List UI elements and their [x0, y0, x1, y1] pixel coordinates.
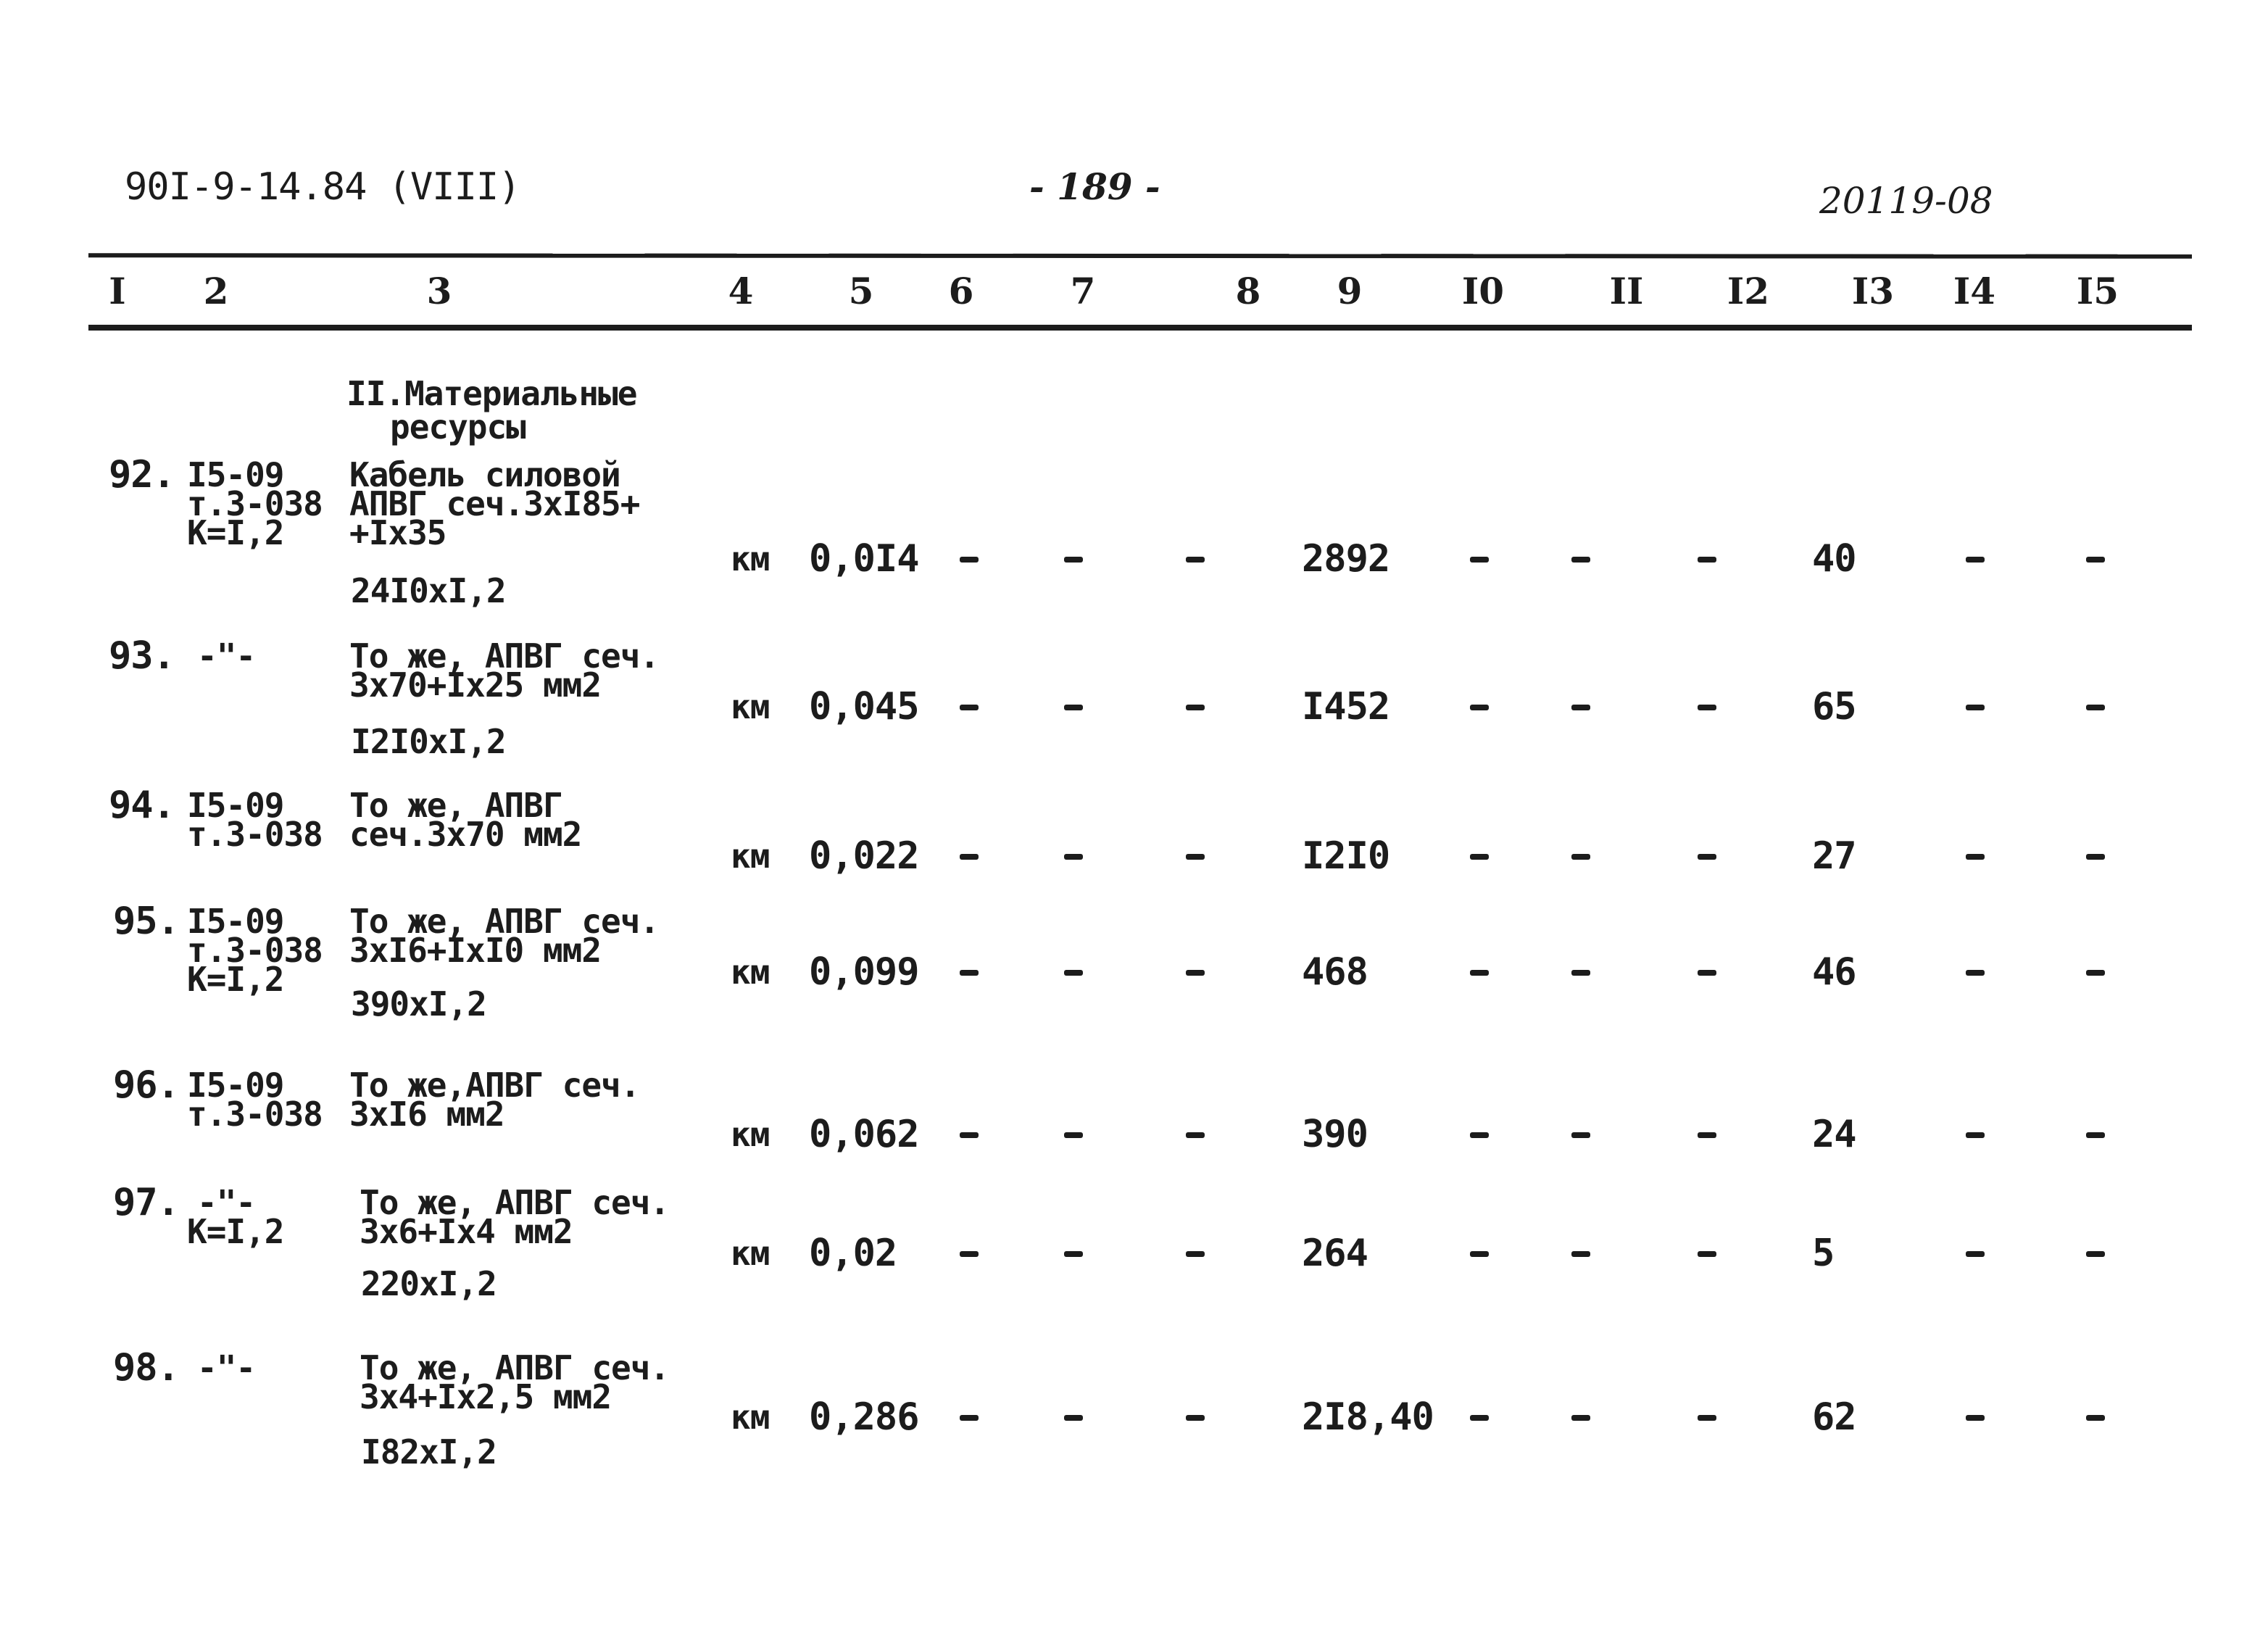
cell-c13: 40	[1812, 537, 1856, 581]
cell-c11-dash	[1571, 1132, 1590, 1138]
cell-c12-dash	[1698, 854, 1716, 860]
row-code-line: т.3-038	[187, 484, 323, 523]
column-header-7: 7	[1070, 270, 1096, 312]
cell-c6-dash	[960, 557, 979, 563]
cell-c15-dash	[2086, 854, 2105, 860]
cell-c6-dash	[960, 705, 979, 710]
column-header-4: 4	[728, 270, 754, 312]
document-code: 90I-9-14.84 (VIII)	[125, 165, 520, 209]
section-title-line-2: ресурсы	[390, 407, 526, 447]
row-description-line: АПВГ сеч.3хI85+	[349, 484, 640, 523]
cell-c13: 65	[1812, 685, 1856, 729]
column-header-13: I3	[1851, 270, 1895, 312]
row-number: 95.	[113, 900, 179, 943]
column-header-3: 3	[426, 270, 452, 312]
row-description-line: То же,АПВГ сеч.	[349, 1066, 640, 1105]
cell-c14-dash	[1966, 1132, 1985, 1138]
cell-c7-dash	[1064, 1251, 1083, 1257]
cell-c14-dash	[1966, 1415, 1985, 1421]
cell-c15-dash	[2086, 1132, 2105, 1138]
cell-c14-dash	[1966, 557, 1985, 563]
row-description-line: 3хI6+IхI0 мм2	[349, 931, 602, 970]
cell-c14-dash	[1966, 854, 1985, 860]
row-description-line: Кабель силовой	[349, 455, 620, 494]
cell-c11-dash	[1571, 705, 1590, 710]
row-unit: км	[731, 687, 770, 726]
cell-c12-dash	[1698, 1132, 1716, 1138]
top-rule	[88, 253, 2192, 259]
cell-c13: 62	[1812, 1395, 1856, 1439]
row-number: 93.	[109, 634, 175, 678]
column-header-8: 8	[1235, 270, 1261, 312]
cell-c15-dash	[2086, 557, 2105, 563]
cell-c13: 27	[1812, 834, 1856, 878]
row-unit: км	[731, 952, 770, 992]
cell-c11-dash	[1571, 970, 1590, 976]
row-calculation: 220хI,2	[361, 1264, 497, 1303]
column-header-12: I2	[1727, 270, 1770, 312]
row-calculation: I2I0хI,2	[351, 722, 506, 761]
row-code-line: I5-09	[187, 902, 284, 941]
row-number: 92.	[109, 453, 175, 497]
document-number: 20119-08	[1819, 180, 1993, 222]
cell-c6-dash	[960, 1415, 979, 1421]
cell-c12-dash	[1698, 1415, 1716, 1421]
column-header-11: II	[1609, 270, 1644, 312]
cell-c14-dash	[1966, 705, 1985, 710]
row-quantity: 0,286	[809, 1395, 919, 1439]
column-header-10: I0	[1461, 270, 1505, 312]
cell-c15-dash	[2086, 1415, 2105, 1421]
row-number: 98.	[113, 1346, 179, 1390]
column-header-1: I	[109, 270, 126, 312]
row-unit: км	[731, 1398, 770, 1437]
row-unit: км	[731, 539, 770, 578]
row-quantity: 0,045	[809, 685, 919, 729]
row-quantity: 0,02	[809, 1232, 897, 1275]
cell-c6-dash	[960, 1251, 979, 1257]
row-code-line: -"-	[197, 1348, 256, 1387]
row-code-line: К=I,2	[187, 1212, 284, 1251]
cell-c7-dash	[1064, 1132, 1083, 1138]
cell-c13: 5	[1812, 1232, 1835, 1275]
row-description-line: То же, АПВГ сеч.	[349, 902, 660, 941]
row-unit: км	[731, 837, 770, 876]
cell-c10-dash	[1470, 705, 1489, 710]
section-title-line-1: II.Материальные	[346, 374, 637, 413]
cell-c9: 468	[1302, 950, 1368, 994]
row-description-line: +Iх35	[349, 513, 446, 552]
row-code-line: I5-09	[187, 1066, 284, 1105]
cell-c13: 24	[1812, 1113, 1856, 1156]
row-unit: км	[731, 1234, 770, 1273]
cell-c9: 390	[1302, 1113, 1368, 1156]
cell-c13: 46	[1812, 950, 1856, 994]
row-description-line: То же, АПВГ	[349, 786, 562, 825]
cell-c12-dash	[1698, 705, 1716, 710]
row-calculation: I82хI,2	[361, 1432, 497, 1472]
row-quantity: 0,0I4	[809, 537, 919, 581]
row-description-line: 3х70+Iх25 мм2	[349, 665, 602, 705]
column-header-15: I5	[2076, 270, 2119, 312]
cell-c10-dash	[1470, 1415, 1489, 1421]
page-number: - 189 -	[1029, 165, 1160, 208]
column-header-6: 6	[948, 270, 974, 312]
row-description-line: То же, АПВГ сеч.	[349, 636, 660, 676]
cell-c8-dash	[1186, 854, 1205, 860]
cell-c12-dash	[1698, 1251, 1716, 1257]
row-quantity: 0,099	[809, 950, 919, 994]
row-number: 94.	[109, 784, 175, 827]
cell-c11-dash	[1571, 854, 1590, 860]
cell-c10-dash	[1470, 970, 1489, 976]
column-header-14: I4	[1953, 270, 1996, 312]
cell-c9: I452	[1302, 685, 1390, 729]
cell-c14-dash	[1966, 1251, 1985, 1257]
row-code-line: -"-	[197, 1183, 256, 1222]
cell-c7-dash	[1064, 1415, 1083, 1421]
row-unit: км	[731, 1115, 770, 1154]
row-code-line: I5-09	[187, 786, 284, 825]
column-header-2: 2	[203, 270, 229, 312]
cell-c10-dash	[1470, 854, 1489, 860]
cell-c7-dash	[1064, 854, 1083, 860]
cell-c12-dash	[1698, 970, 1716, 976]
row-code-line: I5-09	[187, 455, 284, 494]
cell-c7-dash	[1064, 705, 1083, 710]
cell-c10-dash	[1470, 1132, 1489, 1138]
cell-c8-dash	[1186, 970, 1205, 976]
column-header-5: 5	[848, 270, 874, 312]
row-description-line: 3х6+Iх4 мм2	[360, 1212, 573, 1251]
row-code-line: К=I,2	[187, 513, 284, 552]
row-description-line: 3х4+Iх2,5 мм2	[360, 1377, 612, 1416]
row-calculation: 24I0хI,2	[351, 571, 506, 610]
row-calculation: 390хI,2	[351, 984, 486, 1024]
bottom-rule	[88, 325, 2192, 331]
cell-c15-dash	[2086, 1251, 2105, 1257]
cell-c9: 2892	[1302, 537, 1390, 581]
row-quantity: 0,062	[809, 1113, 919, 1156]
cell-c6-dash	[960, 970, 979, 976]
cell-c10-dash	[1470, 557, 1489, 563]
cell-c8-dash	[1186, 705, 1205, 710]
row-description-line: 3хI6 мм2	[349, 1095, 504, 1134]
row-description-line: сеч.3х70 мм2	[349, 815, 582, 854]
row-code-line: т.3-038	[187, 1095, 323, 1134]
row-code-line: т.3-038	[187, 931, 323, 970]
cell-c6-dash	[960, 854, 979, 860]
cell-c8-dash	[1186, 1251, 1205, 1257]
cell-c11-dash	[1571, 1415, 1590, 1421]
cell-c14-dash	[1966, 970, 1985, 976]
cell-c8-dash	[1186, 557, 1205, 563]
row-description-line: То же, АПВГ сеч.	[360, 1183, 670, 1222]
row-code-line: -"-	[197, 636, 256, 676]
column-header-9: 9	[1337, 270, 1363, 312]
cell-c11-dash	[1571, 1251, 1590, 1257]
row-code-line: т.3-038	[187, 815, 323, 854]
row-code-line: К=I,2	[187, 960, 284, 999]
cell-c6-dash	[960, 1132, 979, 1138]
row-description-line: То же, АПВГ сеч.	[360, 1348, 670, 1387]
cell-c15-dash	[2086, 705, 2105, 710]
cell-c15-dash	[2086, 970, 2105, 976]
cell-c9: I2I0	[1302, 834, 1390, 878]
cell-c11-dash	[1571, 557, 1590, 563]
row-number: 97.	[113, 1181, 179, 1224]
cell-c12-dash	[1698, 557, 1716, 563]
cell-c8-dash	[1186, 1132, 1205, 1138]
row-quantity: 0,022	[809, 834, 919, 878]
cell-c10-dash	[1470, 1251, 1489, 1257]
row-number: 96.	[113, 1063, 179, 1107]
cell-c7-dash	[1064, 557, 1083, 563]
cell-c9: 264	[1302, 1232, 1368, 1275]
cell-c9: 2I8,40	[1302, 1395, 1434, 1439]
cell-c7-dash	[1064, 970, 1083, 976]
cell-c8-dash	[1186, 1415, 1205, 1421]
